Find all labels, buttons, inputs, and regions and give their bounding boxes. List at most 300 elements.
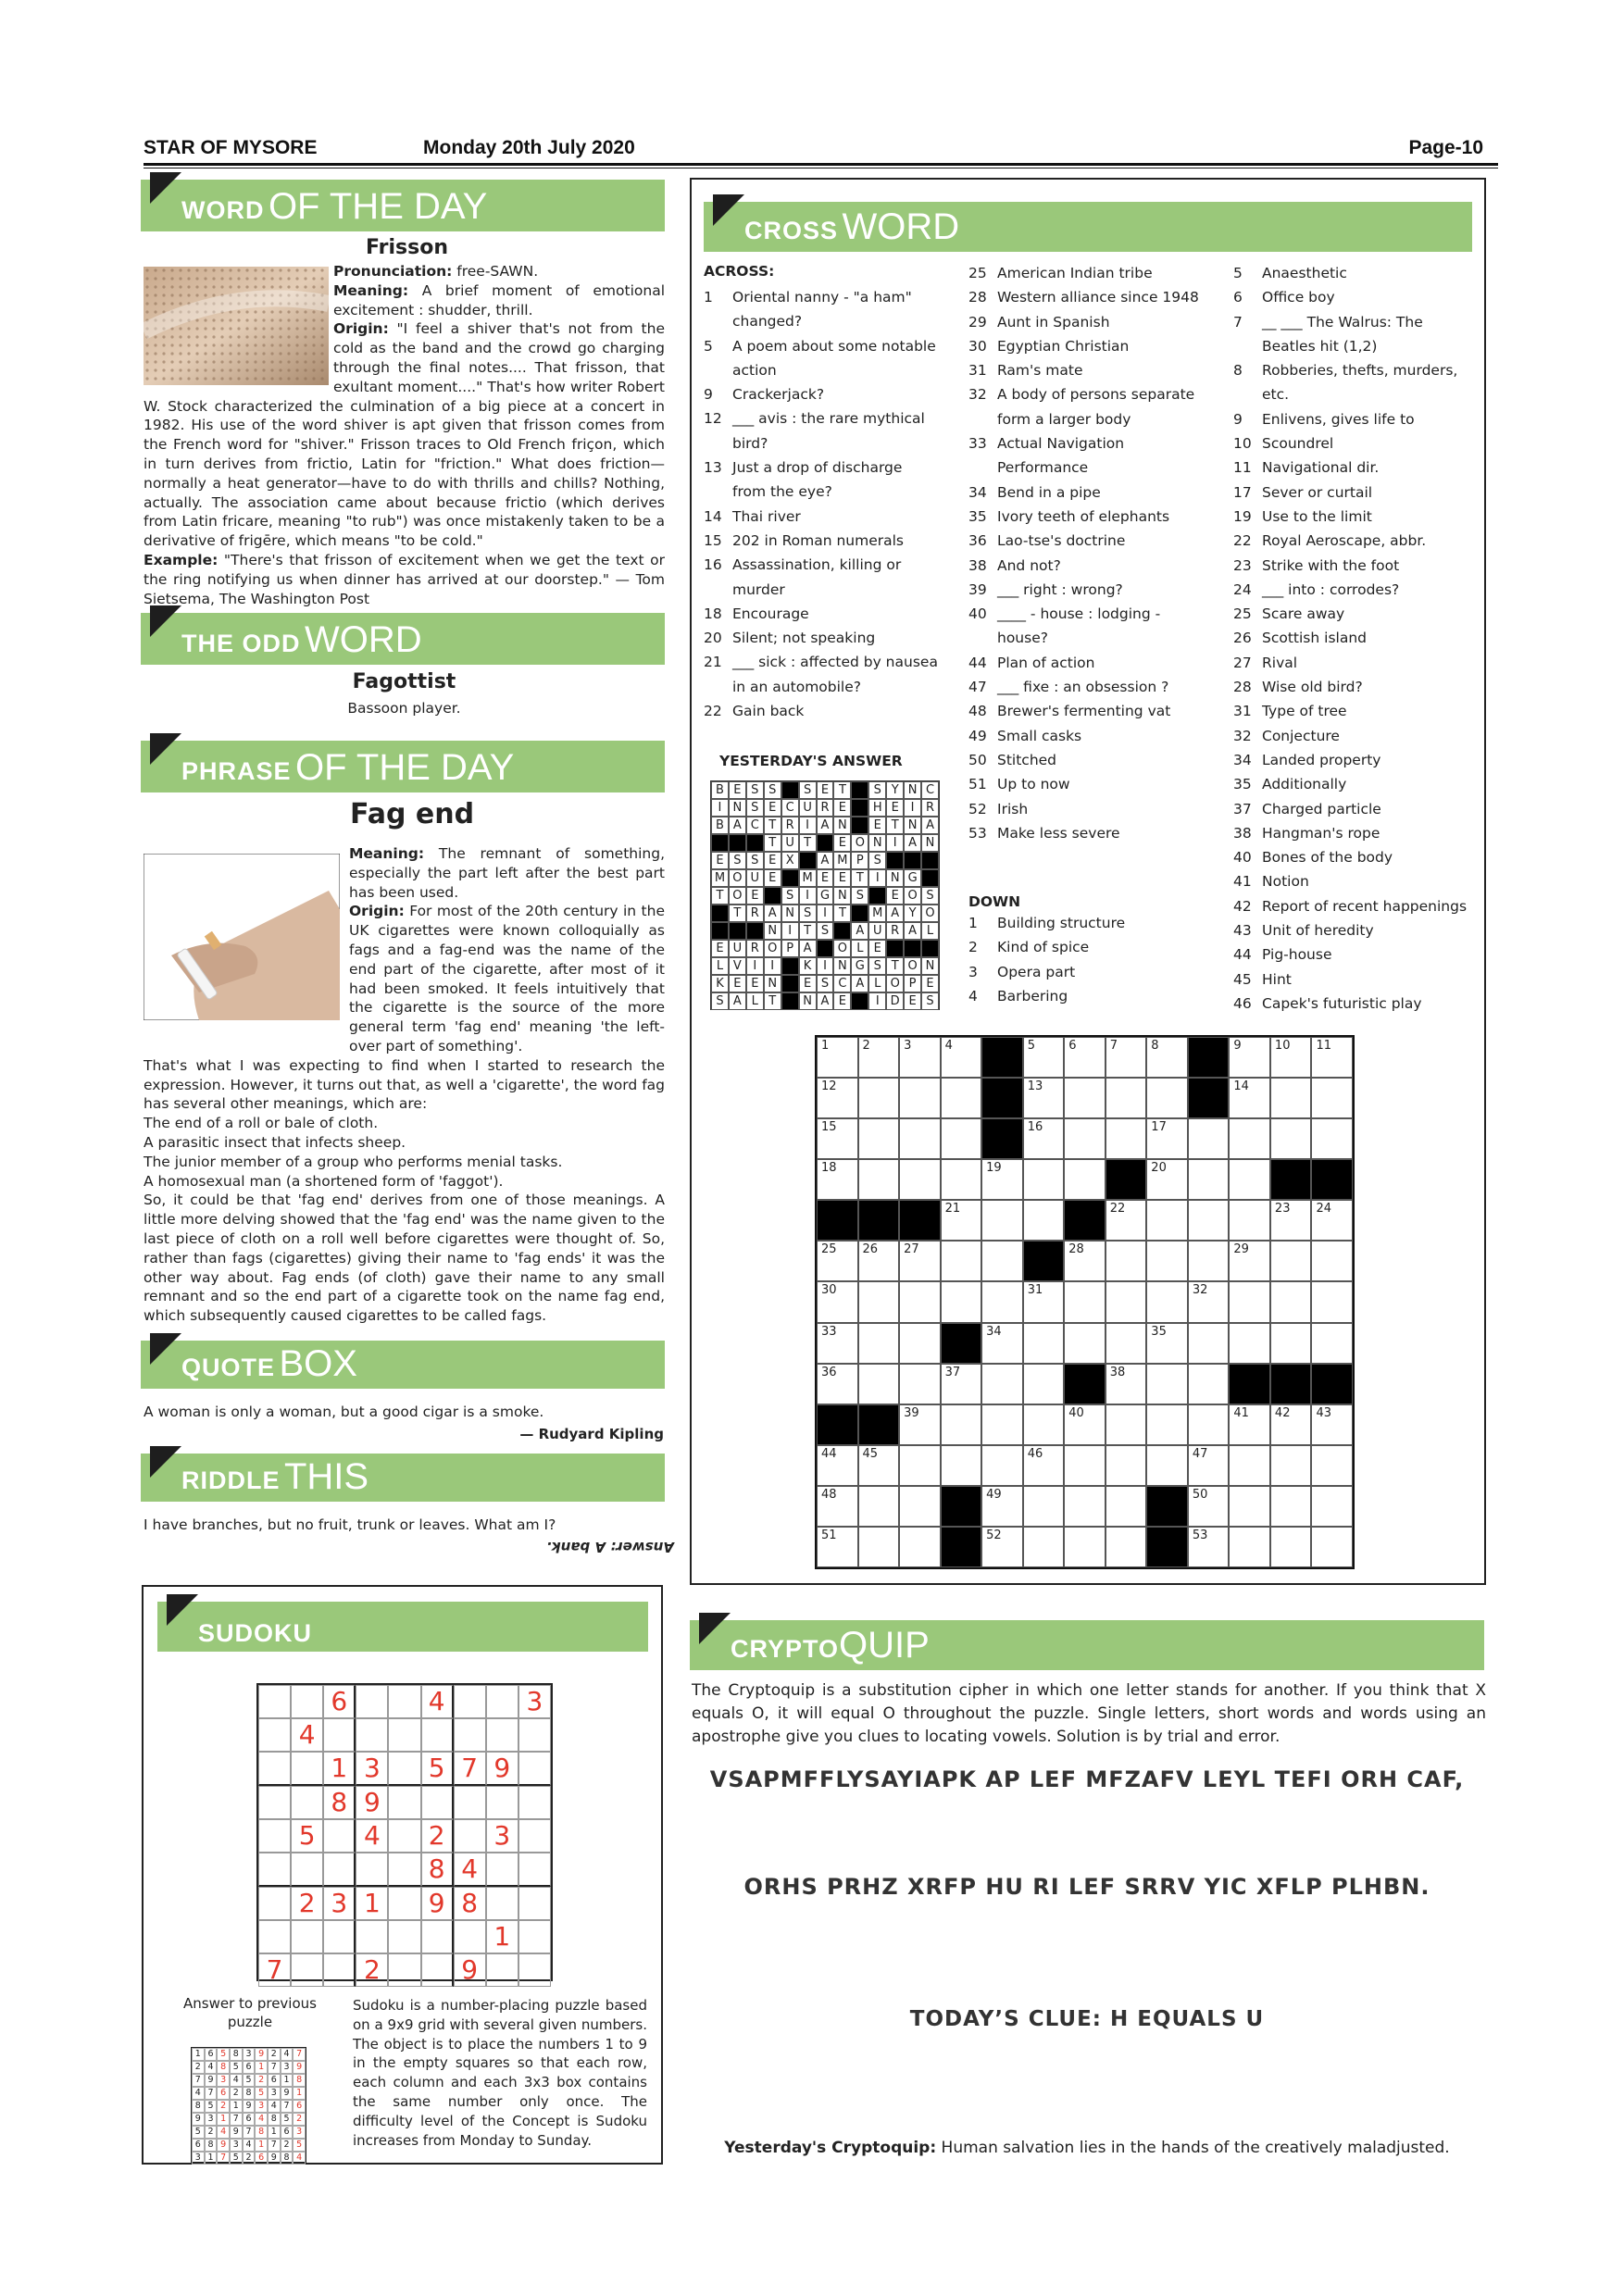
crossword-cell[interactable] <box>1188 1404 1230 1445</box>
clue-item <box>1233 529 1483 553</box>
sudoku-grid[interactable] <box>256 1683 553 1985</box>
crossword-cell[interactable] <box>1023 1281 1065 1322</box>
crossword-cell[interactable] <box>1229 1323 1270 1364</box>
sudoku-cell[interactable]: 3 <box>486 1819 518 1853</box>
crossword-cell[interactable] <box>1106 1241 1147 1281</box>
crossword-cell[interactable] <box>858 1486 900 1527</box>
crossword-cell[interactable] <box>1188 1281 1230 1322</box>
crossword-cell[interactable] <box>1064 1527 1106 1567</box>
crossword-cell[interactable] <box>1023 1118 1065 1159</box>
crossword-cell[interactable] <box>1311 1486 1353 1527</box>
sudoku-cell[interactable] <box>518 1887 551 1920</box>
crossword-cell[interactable] <box>981 1200 1023 1241</box>
crossword-cell[interactable] <box>899 1241 941 1281</box>
crossword-cell[interactable] <box>1229 1200 1270 1241</box>
crossword-cell[interactable] <box>1106 1445 1147 1486</box>
crossword-cell[interactable] <box>941 1200 982 1241</box>
crossword-cell[interactable] <box>1146 1159 1188 1200</box>
clue-item <box>704 455 943 480</box>
crossword-cell[interactable] <box>1146 1323 1188 1364</box>
sudoku-cell[interactable] <box>258 1786 291 1819</box>
crossword-cell[interactable] <box>1064 1037 1106 1078</box>
clue-text: ___ sick : affected by nausea <box>732 654 938 671</box>
crossword-cell[interactable] <box>1106 1364 1147 1404</box>
crossword-cell[interactable] <box>1023 1404 1065 1445</box>
clue-number <box>968 626 997 650</box>
crossword-cell[interactable] <box>941 1118 982 1159</box>
crossword-cell[interactable] <box>858 1118 900 1159</box>
sudoku-cell[interactable] <box>454 1718 486 1752</box>
crossword-cell[interactable] <box>1064 1159 1106 1200</box>
sudoku-cell[interactable]: 3 <box>356 1752 388 1786</box>
sudoku-cell[interactable] <box>518 1752 551 1786</box>
crossword-cell[interactable] <box>1311 1037 1353 1078</box>
crossword-cell[interactable] <box>899 1404 941 1445</box>
sudoku-cell[interactable] <box>291 1752 323 1786</box>
clue-number: 35 <box>1233 776 1252 793</box>
sudoku-cell[interactable]: 9 <box>486 1752 518 1786</box>
crossword-cell[interactable] <box>858 1527 900 1567</box>
sudoku-cell[interactable] <box>486 1853 518 1887</box>
sudoku-cell[interactable]: 1 <box>356 1887 388 1920</box>
crossword-cell[interactable] <box>941 1364 982 1404</box>
sudoku-cell[interactable] <box>518 1853 551 1887</box>
answer-cell: C <box>746 817 764 834</box>
crossword-cell[interactable] <box>817 1486 858 1527</box>
example: "There's that frisson of excitement when we get the text or the ring notifying us when dinner has arrived at our doorstep." — Tom Sietsema, The Washington Post <box>144 551 665 607</box>
answer-cell: N <box>868 834 886 852</box>
sudoku-cell[interactable]: 8 <box>323 1786 356 1819</box>
sudoku-cell[interactable]: 5 <box>291 1819 323 1853</box>
sudoku-cell[interactable]: 1 <box>323 1752 356 1786</box>
clue-text: Lao-tse's doctrine <box>997 532 1126 550</box>
sudoku-cell[interactable] <box>258 1920 291 1953</box>
answer-cell: T <box>833 781 851 799</box>
cell-number: 38 <box>1109 1365 1126 1379</box>
answer-black-cell <box>729 922 746 940</box>
sudoku-cell[interactable] <box>291 1853 323 1887</box>
previous-answer-cell: 8 <box>217 2061 230 2074</box>
sudoku-cell[interactable] <box>258 1718 291 1752</box>
crossword-cell[interactable] <box>1023 1200 1065 1241</box>
crossword-cell[interactable] <box>941 1404 982 1445</box>
sudoku-cell[interactable] <box>486 1685 518 1718</box>
sudoku-cell[interactable] <box>421 1953 454 1987</box>
crossword-cell[interactable] <box>1064 1404 1106 1445</box>
crossword-cell[interactable] <box>1023 1159 1065 1200</box>
crossword-cell[interactable] <box>1188 1527 1230 1567</box>
crossword-cell[interactable] <box>1146 1445 1188 1486</box>
crossword-cell[interactable] <box>899 1118 941 1159</box>
crossword-cell[interactable] <box>1270 1241 1312 1281</box>
answer-black-cell <box>781 957 799 975</box>
answer-black-cell <box>764 887 781 905</box>
clue-item <box>1233 797 1483 821</box>
sudoku-cell[interactable] <box>421 1718 454 1752</box>
crossword-cell[interactable] <box>1188 1323 1230 1364</box>
crossword-cell[interactable] <box>1229 1037 1270 1078</box>
crossword-cell[interactable] <box>817 1078 858 1118</box>
sudoku-cell[interactable] <box>518 1786 551 1819</box>
sudoku-cell[interactable] <box>388 1920 420 1953</box>
crossword-cell[interactable] <box>1270 1323 1312 1364</box>
crossword-cell[interactable] <box>1106 1118 1147 1159</box>
crossword-cell[interactable] <box>1064 1445 1106 1486</box>
sudoku-cell[interactable] <box>518 1953 551 1987</box>
crossword-cell[interactable] <box>1146 1037 1188 1078</box>
crossword-black-cell <box>1188 1078 1230 1118</box>
clue-number: 1 <box>704 289 713 306</box>
clue-text: A poem about some notable <box>732 337 936 355</box>
crossword-cell[interactable] <box>941 1445 982 1486</box>
sudoku-cell[interactable] <box>388 1819 420 1853</box>
sudoku-cell[interactable] <box>291 1786 323 1819</box>
sudoku-cell[interactable] <box>356 1920 388 1953</box>
crossword-cell[interactable] <box>981 1486 1023 1527</box>
crossword-cell[interactable] <box>981 1527 1023 1567</box>
crossword-cell[interactable] <box>817 1364 858 1404</box>
sudoku-cell[interactable] <box>388 1786 420 1819</box>
cell-number: 8 <box>1151 1039 1159 1053</box>
crossword-cell[interactable] <box>1023 1445 1065 1486</box>
crossword-cell[interactable] <box>817 1118 858 1159</box>
crossword-cell[interactable] <box>1229 1159 1270 1200</box>
crossword-cell[interactable] <box>1229 1281 1270 1322</box>
previous-answer-cell: 7 <box>230 2113 243 2126</box>
sudoku-cell[interactable] <box>323 1920 356 1953</box>
crossword-cell[interactable] <box>817 1527 858 1567</box>
clue-text: bird? <box>732 434 768 452</box>
crossword-cell[interactable] <box>858 1037 900 1078</box>
crossword-cell[interactable] <box>1023 1323 1065 1364</box>
sudoku-cell[interactable]: 7 <box>258 1953 291 1987</box>
sudoku-cell[interactable]: 7 <box>454 1752 486 1786</box>
crossword-cell[interactable] <box>899 1486 941 1527</box>
answer-cell: O <box>833 940 851 957</box>
crossword-cell[interactable] <box>1106 1323 1147 1364</box>
crossword-cell[interactable] <box>1188 1200 1230 1241</box>
clue-item <box>968 960 1218 984</box>
sudoku-cell[interactable] <box>323 1819 356 1853</box>
sudoku-cell[interactable] <box>421 1920 454 1953</box>
cell-number: 36 <box>821 1365 837 1379</box>
sudoku-cell[interactable] <box>388 1685 420 1718</box>
crossword-cell[interactable] <box>1064 1118 1106 1159</box>
crossword-cell[interactable] <box>941 1037 982 1078</box>
sudoku-cell[interactable] <box>454 1819 486 1853</box>
crossword-cell[interactable] <box>1270 1527 1312 1567</box>
sudoku-cell[interactable] <box>454 1685 486 1718</box>
crossword-cell[interactable] <box>1106 1527 1147 1567</box>
clue-number: 23 <box>1233 556 1252 574</box>
crossword-cell[interactable] <box>1229 1118 1270 1159</box>
crossword-cell[interactable] <box>981 1159 1023 1200</box>
crossword-cell[interactable] <box>1106 1486 1147 1527</box>
crossword-cell[interactable] <box>858 1241 900 1281</box>
crossword-cell[interactable] <box>941 1159 982 1200</box>
sudoku-cell[interactable]: 9 <box>356 1786 388 1819</box>
crossword-cell[interactable] <box>858 1281 900 1322</box>
sudoku-cell[interactable] <box>258 1887 291 1920</box>
cell-number: 46 <box>1027 1446 1043 1461</box>
answer-cell: O <box>729 869 746 887</box>
answer-cell: N <box>904 781 921 799</box>
sudoku-cell[interactable] <box>323 1953 356 1987</box>
sudoku-cell[interactable] <box>518 1920 551 1953</box>
previous-answer-cell: 1 <box>217 2113 230 2126</box>
crossword-cell[interactable] <box>1229 1527 1270 1567</box>
crossword-cell[interactable] <box>1229 1445 1270 1486</box>
answer-black-cell <box>851 905 868 922</box>
sudoku-cell[interactable]: 2 <box>356 1953 388 1987</box>
paragraph: So, it could be that 'fag end' derives from one of those meanings. A little more delving showed that the 'fag end' was the name given to the last piece of cloth on a roll well before cigarettes were thought of. So, rather than fags (cigarettes) giving their name to 'fag ends' it was the other way about. Fag ends (of cloth) gave their name to any small remnant and so the end part of a cigarette took on the name fag end, which subsequently caused cigarettes to be called fags. <box>144 1192 665 1325</box>
crossword-cell[interactable] <box>1064 1078 1106 1118</box>
crossword-cell[interactable] <box>1229 1486 1270 1527</box>
crossword-cell[interactable] <box>1146 1364 1188 1404</box>
cell-number: 28 <box>1068 1242 1084 1257</box>
crossword-cell[interactable] <box>899 1527 941 1567</box>
crossword-cell[interactable] <box>1023 1078 1065 1118</box>
crossword-cell[interactable] <box>899 1037 941 1078</box>
crossword-cell[interactable] <box>858 1445 900 1486</box>
crossword-cell[interactable] <box>858 1364 900 1404</box>
crossword-cell[interactable] <box>1229 1078 1270 1118</box>
crossword-cell[interactable] <box>1146 1078 1188 1118</box>
answer-black-cell <box>746 922 764 940</box>
sudoku-cell[interactable] <box>518 1819 551 1853</box>
sudoku-cell[interactable] <box>518 1718 551 1752</box>
clue-item <box>1233 358 1483 382</box>
crossword-cell[interactable] <box>858 1078 900 1118</box>
corner-triangle-icon <box>713 194 744 226</box>
crossword-cell[interactable] <box>1311 1200 1353 1241</box>
sudoku-cell[interactable]: 5 <box>421 1752 454 1786</box>
answer-cell: I <box>868 869 886 887</box>
sudoku-cell[interactable] <box>421 1786 454 1819</box>
crossword-grid[interactable] <box>815 1035 1355 1569</box>
clue-text: Ivory teeth of elephants <box>997 507 1170 525</box>
sudoku-cell[interactable]: 2 <box>421 1819 454 1853</box>
sudoku-cell[interactable]: 3 <box>518 1685 551 1718</box>
crossword-cell[interactable] <box>817 1159 858 1200</box>
sudoku-cell[interactable]: 6 <box>323 1685 356 1718</box>
crossword-cell[interactable] <box>899 1364 941 1404</box>
crossword-cell[interactable] <box>1270 1037 1312 1078</box>
sudoku-cell[interactable]: 8 <box>454 1887 486 1920</box>
sudoku-cell[interactable] <box>388 1718 420 1752</box>
answer-cell: A <box>851 922 868 940</box>
clue-number: 40 <box>1233 849 1252 867</box>
crossword-cell[interactable] <box>817 1037 858 1078</box>
crossword-cell[interactable] <box>858 1159 900 1200</box>
sudoku-cell[interactable] <box>356 1685 388 1718</box>
crossword-cell[interactable] <box>1106 1281 1147 1322</box>
crossword-cell[interactable] <box>1311 1118 1353 1159</box>
answer-black-cell <box>711 834 729 852</box>
sudoku-cell[interactable]: 3 <box>323 1887 356 1920</box>
crossword-cell[interactable] <box>1064 1281 1106 1322</box>
clue-text: Thai river <box>732 507 801 525</box>
previous-answer-cell: 7 <box>268 2061 281 2074</box>
riddle-header <box>141 1454 665 1502</box>
crossword-cell[interactable] <box>1188 1364 1230 1404</box>
crossword-cell[interactable] <box>1311 1281 1353 1322</box>
crossword-cell[interactable] <box>1229 1241 1270 1281</box>
crossword-cell[interactable] <box>941 1281 982 1322</box>
sudoku-cell[interactable] <box>258 1819 291 1853</box>
crossword-cell[interactable] <box>981 1404 1023 1445</box>
crossword-cell[interactable] <box>817 1323 858 1364</box>
crossword-cell[interactable] <box>1311 1527 1353 1567</box>
crossword-cell[interactable] <box>1064 1323 1106 1364</box>
sudoku-cell[interactable] <box>291 1920 323 1953</box>
clue-item <box>1233 602 1483 626</box>
sudoku-cell[interactable]: 9 <box>421 1887 454 1920</box>
crossword-cell[interactable] <box>1064 1486 1106 1527</box>
crossword-cell[interactable] <box>899 1281 941 1322</box>
sudoku-cell[interactable] <box>323 1718 356 1752</box>
sudoku-cell[interactable] <box>388 1953 420 1987</box>
sudoku-cell[interactable] <box>356 1853 388 1887</box>
header-big: OF THE DAY <box>294 747 515 788</box>
crossword-cell[interactable] <box>1311 1323 1353 1364</box>
todays-clue: TODAY’S CLUE: H EQUALS U <box>909 2007 1265 2031</box>
sudoku-cell[interactable] <box>356 1718 388 1752</box>
sudoku-cell[interactable]: 4 <box>291 1718 323 1752</box>
crossword-cell[interactable] <box>1023 1486 1065 1527</box>
sudoku-cell[interactable] <box>258 1752 291 1786</box>
header-small: WORD <box>181 196 265 224</box>
clue-number: 12 <box>704 410 722 428</box>
answer-black-cell <box>851 781 868 799</box>
crossword-cell[interactable] <box>1270 1078 1312 1118</box>
sudoku-cell[interactable]: 1 <box>486 1920 518 1953</box>
sudoku-cell[interactable]: 4 <box>421 1685 454 1718</box>
crossword-cell[interactable] <box>1311 1078 1353 1118</box>
answer-cell: E <box>817 869 834 887</box>
crossword-cell[interactable] <box>1270 1118 1312 1159</box>
crossword-black-cell <box>941 1323 982 1364</box>
crossword-cell[interactable] <box>1311 1404 1353 1445</box>
sudoku-cell[interactable] <box>454 1786 486 1819</box>
clue-item <box>1233 869 1483 893</box>
clue-text: etc. <box>1262 386 1290 404</box>
crossword-cell[interactable] <box>1270 1486 1312 1527</box>
crossword-cell[interactable] <box>1023 1037 1065 1078</box>
sudoku-cell[interactable] <box>388 1752 420 1786</box>
crossword-cell[interactable] <box>1146 1281 1188 1322</box>
crossword-cell[interactable] <box>1270 1404 1312 1445</box>
sudoku-cell[interactable] <box>323 1853 356 1887</box>
sudoku-cell[interactable]: 4 <box>454 1853 486 1887</box>
crossword-cell[interactable] <box>981 1241 1023 1281</box>
answer-cell: L <box>851 940 868 957</box>
crossword-cell[interactable] <box>817 1281 858 1322</box>
crossword-cell[interactable] <box>817 1241 858 1281</box>
sudoku-cell[interactable] <box>258 1685 291 1718</box>
crossword-cell[interactable] <box>1023 1364 1065 1404</box>
crossword-cell[interactable] <box>981 1364 1023 1404</box>
sudoku-cell[interactable]: 9 <box>454 1953 486 1987</box>
origin: For most of the 20th century in the UK cigarettes were known colloquially as fags and a fag-end was the name of the end part of the cigarette, after most of it had been smoked. It feels intuitively that the cigarette is the source of the more general term 'fag end' meaning 'the left-over part of something'. <box>349 903 665 1054</box>
crossword-cell[interactable] <box>1146 1200 1188 1241</box>
crossword-cell[interactable] <box>1188 1445 1230 1486</box>
clue-text: form a larger body <box>997 410 1131 428</box>
crossword-cell[interactable] <box>1106 1404 1147 1445</box>
previous-answer-cell: 6 <box>217 2087 230 2100</box>
crossword-cell[interactable] <box>1311 1241 1353 1281</box>
crossword-cell[interactable] <box>1146 1241 1188 1281</box>
answer-cell: S <box>746 781 764 799</box>
sudoku-cell[interactable] <box>486 1786 518 1819</box>
crossword-cell[interactable] <box>1106 1037 1147 1078</box>
clue-number: 51 <box>968 776 987 793</box>
crossword-cell[interactable] <box>1188 1159 1230 1200</box>
sudoku-cell[interactable]: 8 <box>421 1853 454 1887</box>
crossword-cell[interactable] <box>899 1159 941 1200</box>
crossword-black-cell <box>981 1037 1023 1078</box>
clue-number: 18 <box>704 605 722 622</box>
crossword-cell[interactable] <box>858 1323 900 1364</box>
sudoku-cell[interactable]: 2 <box>291 1887 323 1920</box>
crossword-cell[interactable] <box>1188 1241 1230 1281</box>
sudoku-cell[interactable] <box>388 1887 420 1920</box>
sudoku-cell[interactable] <box>454 1920 486 1953</box>
sudoku-cell[interactable] <box>258 1853 291 1887</box>
crossword-cell[interactable] <box>1229 1404 1270 1445</box>
cell-number: 10 <box>1274 1039 1291 1053</box>
crossword-cell[interactable] <box>899 1323 941 1364</box>
sudoku-cell[interactable] <box>388 1853 420 1887</box>
sudoku-cell[interactable] <box>291 1685 323 1718</box>
sudoku-cell[interactable]: 4 <box>356 1819 388 1853</box>
crossword-cell[interactable] <box>941 1078 982 1118</box>
corner-triangle-icon <box>150 605 181 637</box>
sudoku-cell[interactable] <box>291 1953 323 1987</box>
header-small: THE ODD <box>181 630 301 657</box>
crossword-cell[interactable] <box>1311 1445 1353 1486</box>
crossword-cell[interactable] <box>1270 1200 1312 1241</box>
crossword-cell[interactable] <box>1270 1445 1312 1486</box>
sudoku-cell[interactable] <box>486 1718 518 1752</box>
answer-cell: S <box>746 799 764 817</box>
crossword-cell[interactable] <box>1146 1118 1188 1159</box>
crossword-cell[interactable] <box>1106 1200 1147 1241</box>
crossword-cell[interactable] <box>1146 1404 1188 1445</box>
sudoku-cell[interactable] <box>486 1953 518 1987</box>
clue-text: 202 in Roman numerals <box>732 531 905 549</box>
crossword-cell[interactable] <box>981 1445 1023 1486</box>
crossword-cell[interactable] <box>981 1281 1023 1322</box>
crossword-cell[interactable] <box>899 1078 941 1118</box>
clue-item <box>1233 261 1483 285</box>
crossword-cell[interactable] <box>1188 1118 1230 1159</box>
answer-cell: A <box>851 975 868 992</box>
image-spacer <box>144 844 349 1044</box>
clue-number: 13 <box>704 459 722 477</box>
crossword-cell[interactable] <box>941 1241 982 1281</box>
crossword-cell[interactable] <box>1106 1078 1147 1118</box>
crossword-cell[interactable] <box>1270 1281 1312 1322</box>
crossword-cell[interactable] <box>817 1445 858 1486</box>
crossword-cell[interactable] <box>1188 1486 1230 1527</box>
crossword-cell[interactable] <box>1023 1527 1065 1567</box>
crossword-cell[interactable] <box>981 1323 1023 1364</box>
crossword-cell[interactable] <box>1064 1241 1106 1281</box>
sudoku-cell[interactable] <box>486 1887 518 1920</box>
crossword-cell[interactable] <box>899 1445 941 1486</box>
yesterday-cryptoquip <box>690 2139 1484 2157</box>
